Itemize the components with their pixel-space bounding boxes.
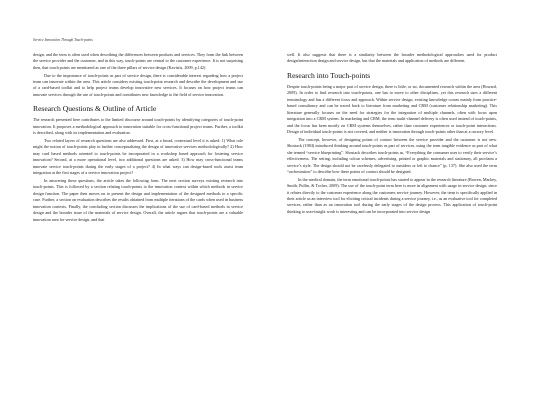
section-heading: Research into Touch-points <box>287 70 371 80</box>
paragraph: The concept, however, of designing points of contact between the service provider and the customer is not new. Shostack (1984) introduced thinking around touch-points as part of services, using the term tangible evidence as part of what she termed “service blueprinting”. Shostack describes touch-points as, “Everything the consumer uses to verify their service’s effectiveness. The setting, including colour schemes, advertising, printed or graphic materials and stationary, all proclaim a service’s style. The design should not be carelessly delegated to outsiders or left to chance” (p. 137). She also used the term “orchestration” to describe how these points of contact should be designed. <box>287 136 497 174</box>
paragraph: Due to the importance of touch-points as part of service design, there is considerable interest regarding how a project team can innovate within the area. This article considers existing touch-point research and describe the development and use of a card-based toolkit and to help project teams develop innovative new services. It focuses on how project teams can innovate services through the use of touch-points and contributes new knowledge to the field of service innovation. <box>33 72 243 97</box>
right-column <box>287 52 497 217</box>
paragraph: well. It also suggests that there is a similarity between the broader methodological approaches used for product design/interaction design and service design, but that the materials and application of methods are different. <box>287 52 497 64</box>
paragraph: The research presented here contributes to the limited discourse around touch-points by identifying categories of touch-point innovation. It proposes a methodological approach to innovation suitable for cross-functional project teams. Further, a toolkit is described, along with its implementation and evaluation. <box>33 117 243 136</box>
paragraph: Two related layers of research questions are also addressed. First, at a broad, contextual level it is asked: 1) What role might the notion of touch-points play in further conceptualizing the design of innovative services methodologically? 2) How may card based methods oriented to touch-points be incorporated in a workshop based approach for fostering service innovation? Second, at a more operational level, two additional questions are asked: 3) How may cross-functional teams innovate service touch-points during the early stages of a project? 4) In what ways can design-based tools assist team integration at the first stages of a service innovation project? <box>33 137 243 176</box>
running-header: Service Innovation Through Touch-points <box>33 38 93 42</box>
section-heading: Research Questions & Outline of Article <box>33 104 157 114</box>
paragraph: Despite touch-points being a major part of service design, there is little, or no, documented research within the area (Howard, 2009). In order to find research into touch-points, one has to move to other disciplines, yet this research uses a different terminology and has a different focus and approach. Within service design, existing knowledge comes mainly from practice-based consultancy and can be traced back to literature from marketing and CRM (customer relationship marketing). This literature generally focuses on the need for strategies for the integration of multiple channels, often with focus upon integration into a CRM system. In marketing and CRM, the term multi-channel delivery is often used instead of touch-points, and the focus has been mostly on CRM systems themselves, rather than customer experiences or touch-point interactions. Design of individual touch-points is not covered, and neither is innovation through touch-points other than at a cursory level. <box>287 83 497 135</box>
paragraph: In answering these questions, the article takes the following form. The next section surveys existing research into touch-points. This is followed by a section relating touch-points to the innovation context within which methods in service design function. The paper then moves on to present the design and implementation of the designed methods to a specific case. Further, a section on evaluation describes the results obtained from multiple iterations of the cards when used in business innovation contexts. Finally, the concluding section discusses the implications of the use of card-based methods in service design and the broader issue of the materials of service design. Overall, the article argues that touch-points are a valuable innovation area for service design, and that <box>33 177 243 222</box>
paragraph: In the medical domain, the term emotional touch-points has started to appear in the research literature (Bowen, Mackey, Smith, Pullin, & Tocher, 2009). The use of the touch-point term here is more in alignment with usage in service design, since it relates directly to the customer experience along the customers service journey. However, the term is specifically applied in their article as an interview tool for eliciting critical incidents during a service journey, i.e., as an evaluative tool for completed services, rather than as an innovation tool during the early stages of the design process. This application of touch-point thinking to user-insight work is interesting and can be incorporated into service design <box>287 176 497 214</box>
left-column <box>33 52 243 224</box>
paragraph: design, and the term is often used when describing the differences between products and services. They form the link between the service provider and the customer, and in this way, touch-points are central to the customer experience. It is not surprising then, that touch points are mentioned as one of the three pillars of service design (Kavistis, 2009, p.142) <box>33 52 243 70</box>
